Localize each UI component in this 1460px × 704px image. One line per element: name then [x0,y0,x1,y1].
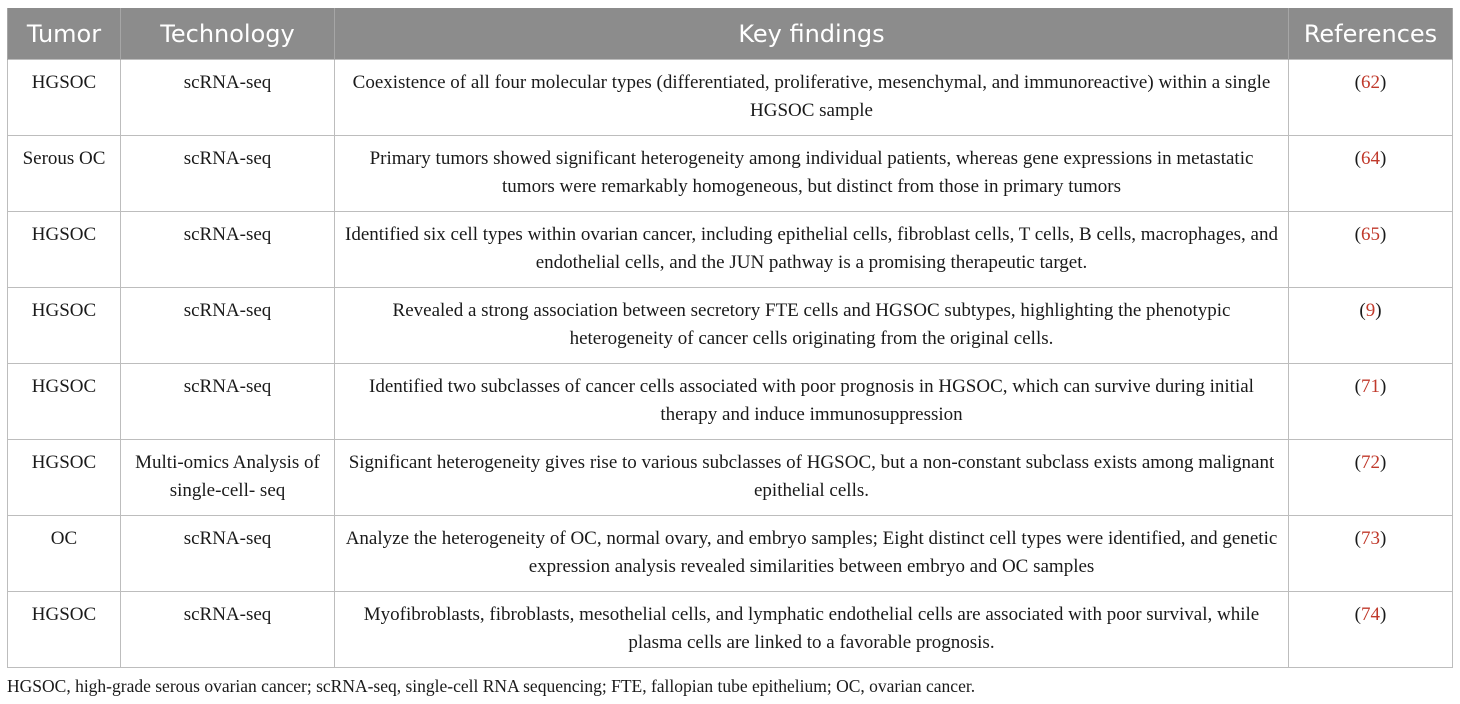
reference-link[interactable]: 9 [1365,300,1376,321]
tumor-cell: HGSOC [8,212,121,288]
key-findings-cell: Significant heterogeneity gives rise to various subclasses of HGSOC, but a non-constant subclass exists among malignant epithelial cells. [335,440,1289,516]
key-findings-cell: Identified six cell types within ovarian cancer, including epithelial cells, fibroblast cells, T cells, B cells, macrophages, and endothelial cells, and the JUN pathway is a promising therapeutic target. [335,212,1289,288]
technology-cell: scRNA-seq [121,364,335,440]
reference-link[interactable]: 73 [1361,528,1380,549]
technology-cell: scRNA-seq [121,136,335,212]
key-findings-cell: Myofibroblasts, fibroblasts, mesothelial cells, and lymphatic endothelial cells are associated with poor survival, while plasma cells are linked to a favorable prognosis. [335,592,1289,668]
tumor-cell: HGSOC [8,592,121,668]
findings-table [7,8,1453,668]
table-body [8,60,1453,668]
table-row [8,212,1453,288]
technology-cell: scRNA-seq [121,592,335,668]
key-findings-cell: Identified two subclasses of cancer cells associated with poor prognosis in HGSOC, which can survive during initial therapy and induce immunosuppression [335,364,1289,440]
reference-link[interactable]: 74 [1361,604,1380,625]
tumor-cell: Serous OC [8,136,121,212]
reference-cell: (74) [1289,592,1453,668]
column-header-tumor: Tumor [8,8,121,60]
reference-link[interactable]: 64 [1361,148,1380,169]
table-row [8,364,1453,440]
reference-cell: (64) [1289,136,1453,212]
tumor-cell: HGSOC [8,60,121,136]
reference-link[interactable]: 65 [1361,224,1380,245]
column-header-references: References [1289,8,1453,60]
reference-link[interactable]: 71 [1361,376,1380,397]
technology-cell: Multi-omics Analysis of single-cell- seq [121,440,335,516]
column-header-technology: Technology [121,8,335,60]
technology-cell: scRNA-seq [121,212,335,288]
column-header-key-findings: Key findings [335,8,1289,60]
key-findings-cell: Revealed a strong association between secretory FTE cells and HGSOC subtypes, highlighting the phenotypic heterogeneity of cancer cells originating from the original cells. [335,288,1289,364]
key-findings-cell: Primary tumors showed significant heterogeneity among individual patients, whereas gene expressions in metastatic tumors were remarkably homogeneous, but distinct from those in primary tumors [335,136,1289,212]
table-row [8,516,1453,592]
tumor-cell: HGSOC [8,288,121,364]
table-row [8,288,1453,364]
table-header-row [8,8,1453,60]
table-row [8,60,1453,136]
key-findings-cell: Analyze the heterogeneity of OC, normal ovary, and embryo samples; Eight distinct cell types were identified, and genetic expression analysis revealed similarities between embryo and OC samples [335,516,1289,592]
findings-table-container [7,8,1452,668]
reference-link[interactable]: 62 [1361,72,1380,93]
table-row [8,440,1453,516]
reference-cell: (72) [1289,440,1453,516]
table-footnote: HGSOC, high-grade serous ovarian cancer; scRNA-seq, single-cell RNA sequencing; FTE, fallopian tube epithelium; OC, ovarian cancer. [7,676,976,696]
tumor-cell: OC [8,516,121,592]
reference-cell: (65) [1289,212,1453,288]
tumor-cell: HGSOC [8,440,121,516]
reference-cell: (9) [1289,288,1453,364]
reference-link[interactable]: 72 [1361,452,1380,473]
tumor-cell: HGSOC [8,364,121,440]
reference-cell: (73) [1289,516,1453,592]
table-row [8,136,1453,212]
technology-cell: scRNA-seq [121,516,335,592]
technology-cell: scRNA-seq [121,60,335,136]
technology-cell: scRNA-seq [121,288,335,364]
table-row [8,592,1453,668]
reference-cell: (62) [1289,60,1453,136]
key-findings-cell: Coexistence of all four molecular types (differentiated, proliferative, mesenchymal, and immunoreactive) within a single HGSOC sample [335,60,1289,136]
reference-cell: (71) [1289,364,1453,440]
